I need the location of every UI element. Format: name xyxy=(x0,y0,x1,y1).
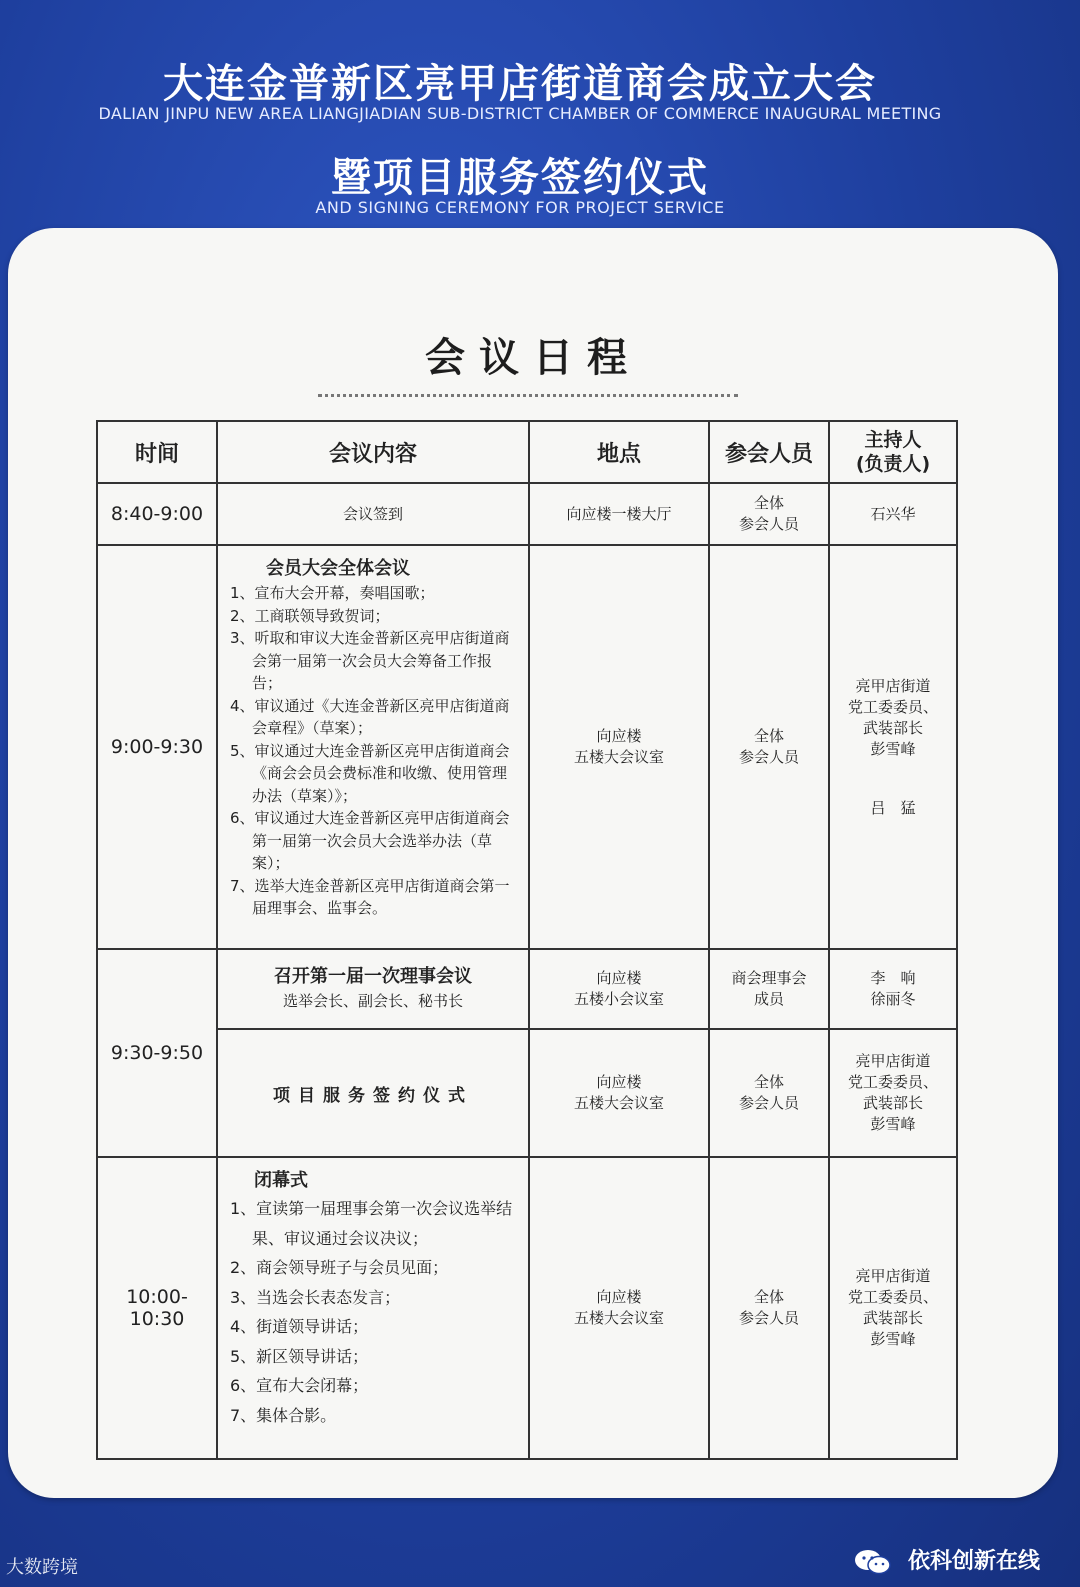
host-line: 彭雪峰 xyxy=(870,1330,916,1348)
col-header-host-line1: 主持人 xyxy=(864,429,922,451)
agenda-item: 4、审议通过《大连金普新区亮甲店街道商会章程》（草案）； xyxy=(230,696,510,737)
attendees-line: 参会人员 xyxy=(738,1309,799,1327)
attendees-line: 成员 xyxy=(753,990,784,1008)
content-cell: 会议签到 xyxy=(217,483,529,545)
content-cell: 项目服务签约仪式 xyxy=(217,1029,529,1157)
attendees-line: 全体 xyxy=(753,1073,784,1091)
host-line: 彭雪峰 xyxy=(870,1115,916,1133)
sub-title-cn: 暨项目服务签约仪式 xyxy=(331,155,709,201)
place-line: 五楼大会议室 xyxy=(573,748,664,766)
attendees-line: 商会理事会 xyxy=(731,969,807,987)
place-line: 向应楼 xyxy=(596,1073,642,1091)
place-cell xyxy=(529,949,709,1029)
schedule-title: 会议日程 xyxy=(425,335,641,381)
col-header-content: 会议内容 xyxy=(217,421,529,483)
watermark-right-text: 依科创新在线 xyxy=(907,1549,1040,1574)
host-line: 党工委委员、 xyxy=(847,697,938,716)
place-line: 向应楼 xyxy=(596,1288,642,1306)
attendees-line: 全体 xyxy=(753,727,784,745)
agenda-item: 7、选举大连金普新区亮甲店街道商会第一届理事会、监事会。 xyxy=(230,876,510,917)
content-cell xyxy=(217,545,529,949)
attendees-line: 全体 xyxy=(753,1288,784,1306)
sub-title-en: AND SIGNING CEREMONY FOR PROJECT SERVICE xyxy=(315,198,725,217)
agenda-item: 5、审议通过大连金普新区亮甲店街道商会《商会会员会费标准和收缴、使用管理办法（草案）》； xyxy=(230,741,510,805)
session-subtext: 选举会长、副会长、秘书长 xyxy=(282,992,463,1010)
attendees-line: 参会人员 xyxy=(738,1094,799,1112)
col-header-attendees: 参会人员 xyxy=(709,421,829,483)
main-title-cn: 大连金普新区亮甲店街道商会成立大会 xyxy=(163,61,877,107)
host-line: 亮甲店街道 xyxy=(855,1052,931,1070)
table-row xyxy=(97,483,957,545)
place-line: 向应楼 xyxy=(596,727,642,745)
col-header-time: 时间 xyxy=(97,421,217,483)
host-line: 武装部长 xyxy=(862,1094,923,1112)
agenda-item: 5、新区领导讲话； xyxy=(230,1346,369,1366)
table-header-row xyxy=(97,421,957,483)
place-cell xyxy=(529,545,709,949)
host-cell: 石兴华 xyxy=(829,483,957,545)
time-cell: 9:00-9:30 xyxy=(97,545,217,949)
attendees-cell xyxy=(709,949,829,1029)
col-header-place: 地点 xyxy=(529,421,709,483)
schedule-table xyxy=(96,420,958,1460)
time-cell: 10:00-10:30 xyxy=(97,1157,217,1459)
host-line: 彭雪峰 xyxy=(870,739,916,758)
time-cell: 8:40-9:00 xyxy=(97,483,217,545)
place-cell xyxy=(529,1157,709,1459)
col-header-host-line2: (负责人) xyxy=(855,453,931,475)
place-line: 五楼大会议室 xyxy=(573,1094,664,1112)
agenda-item: 6、宣布大会闭幕； xyxy=(230,1376,369,1395)
main-title-en: DALIAN JINPU NEW AREA LIANGJIADIAN SUB-DISTRICT CHAMBER OF COMMERCE INAUGURAL MEETING xyxy=(98,104,942,123)
watermark-left-text: 大数跨境 xyxy=(6,1557,78,1578)
attendees-line: 参会人员 xyxy=(738,748,799,766)
attendees-cell xyxy=(709,1029,829,1157)
place-cell: 向应楼一楼大厅 xyxy=(529,483,709,545)
attendees-line: 参会人员 xyxy=(738,515,799,533)
place-line: 向应楼 xyxy=(596,969,642,987)
session-heading: 召开第一届一次理事会议 xyxy=(274,966,472,987)
banner-header xyxy=(0,0,1080,240)
place-line: 五楼小会议室 xyxy=(573,990,664,1008)
session-heading: 闭幕式 xyxy=(254,1170,308,1191)
host-line: 武装部长 xyxy=(862,1309,923,1327)
content-cell xyxy=(217,1157,529,1459)
agenda-item: 2、工商联领导致贺词； xyxy=(230,606,390,625)
agenda-item: 4、街道领导讲话； xyxy=(230,1317,369,1336)
host-cell xyxy=(829,1029,957,1157)
table-row xyxy=(97,1157,957,1459)
agenda-item: 2、商会领导班子与会员见面； xyxy=(230,1258,449,1277)
host-line: 武装部长 xyxy=(862,718,923,737)
watermark-right xyxy=(854,1544,1040,1575)
attendees-line: 全体 xyxy=(753,494,784,512)
agenda-item: 1、宣布大会开幕，奏唱国歌； xyxy=(230,584,435,602)
agenda-item: 3、听取和审议大连金普新区亮甲店街道商会第一届第一次会员大会筹备工作报告； xyxy=(230,629,510,692)
host-line: 李 响 xyxy=(870,969,916,987)
wechat-icon xyxy=(854,1549,892,1575)
host-line: 徐丽冬 xyxy=(870,990,916,1008)
title-divider xyxy=(318,394,738,397)
col-header-host xyxy=(829,421,957,483)
agenda-item: 1、宣读第一届理事会第一次会议选举结果、审议通过会议决议； xyxy=(230,1199,513,1248)
table-row xyxy=(97,1029,957,1157)
host-line: 党工委委员、 xyxy=(847,1073,938,1091)
host-cell xyxy=(829,1157,957,1459)
schedule-card xyxy=(8,228,1058,1498)
host-line: 吕 猛 xyxy=(870,798,916,817)
table-row xyxy=(97,545,957,949)
attendees-cell xyxy=(709,483,829,545)
place-cell xyxy=(529,1029,709,1157)
place-line: 五楼大会议室 xyxy=(573,1309,664,1327)
attendees-cell xyxy=(709,545,829,949)
agenda-item: 6、审议通过大连金普新区亮甲店街道商会第一届第一次会员大会选举办法（草案）； xyxy=(230,809,510,872)
session-heading: 会员大会全体会议 xyxy=(266,558,410,579)
host-cell xyxy=(829,545,957,949)
host-line: 亮甲店街道 xyxy=(855,676,931,695)
time-cell: 9:30-9:50 xyxy=(97,949,217,1157)
agenda-item: 3、当选会长表态发言； xyxy=(230,1287,401,1307)
agenda-item: 7、集体合影。 xyxy=(230,1405,337,1425)
table-row xyxy=(97,949,957,1029)
host-cell xyxy=(829,949,957,1029)
content-cell xyxy=(217,949,529,1029)
attendees-cell xyxy=(709,1157,829,1459)
host-line: 亮甲店街道 xyxy=(855,1267,931,1285)
host-line: 党工委委员、 xyxy=(847,1288,938,1306)
watermark-left xyxy=(6,1553,78,1579)
